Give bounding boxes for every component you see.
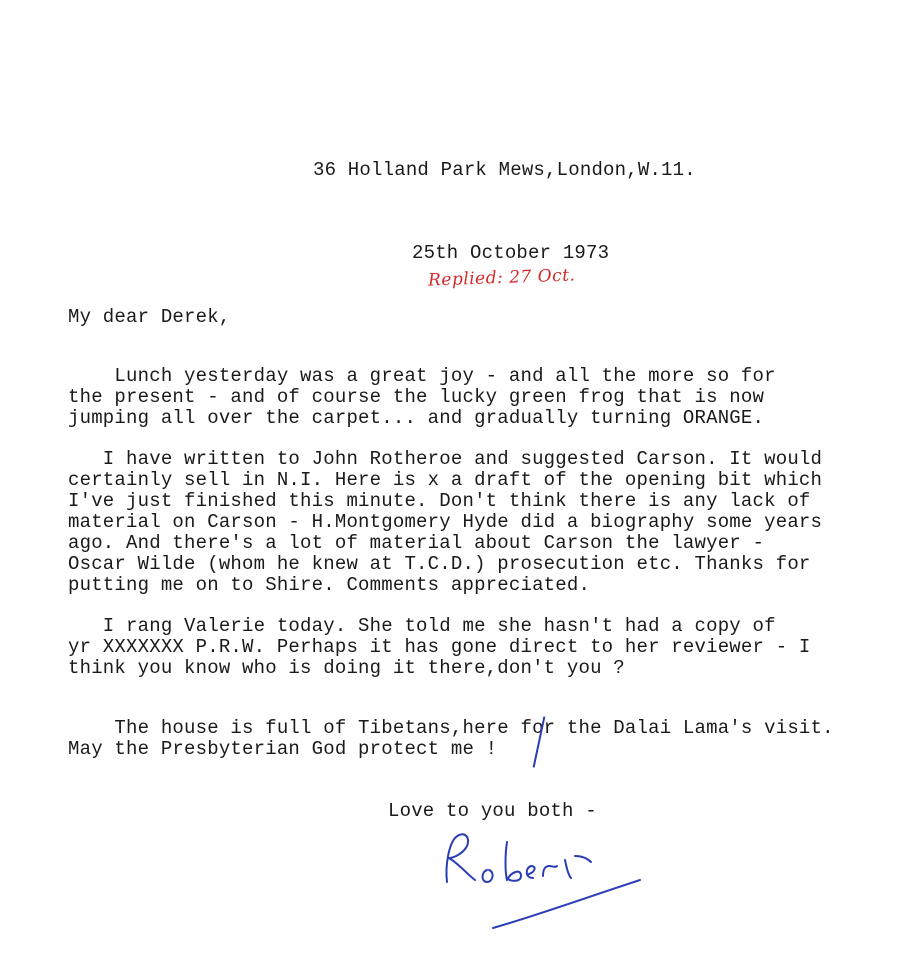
sender-address: 36 Holland Park Mews,London,W.11. xyxy=(313,159,696,181)
paragraph-1-line-3: jumping all over the carpet... and gradually turning ORANGE. xyxy=(68,407,765,429)
paragraph-2-line-3: I've just finished this minute. Don't think there is any lack of xyxy=(68,490,811,512)
replied-annotation: Replied: 27 Oct. xyxy=(427,265,576,291)
paragraph-2-line-2: certainly sell in N.I. Here is x a draft of the opening bit which xyxy=(68,469,823,491)
letter-date: 25th October 1973 xyxy=(412,242,610,264)
paragraph-4-line-2: May the Presbyterian God protect me ! xyxy=(68,738,498,760)
salutation: My dear Derek, xyxy=(68,306,231,328)
paragraph-2-line-6: Oscar Wilde (whom he knew at T.C.D.) prosecution etc. Thanks for xyxy=(68,553,811,575)
paragraph-2-line-7: putting me on to Shire. Comments appreciated. xyxy=(68,574,591,596)
paragraph-2-line-4: material on Carson - H.Montgomery Hyde did a biography some years xyxy=(68,511,823,533)
paragraph-1-line-1: Lunch yesterday was a great joy - and all the more so for xyxy=(68,365,776,387)
paragraph-1-line-2: the present - and of course the lucky green frog that is now xyxy=(68,386,765,408)
paragraph-4-line-1: The house is full of Tibetans,here for the Dalai Lama's visit. xyxy=(68,717,834,739)
paragraph-3-line-3: think you know who is doing it there,don't you ? xyxy=(68,657,625,679)
paragraph-3-line-1: I rang Valerie today. She told me she hasn't had a copy of xyxy=(68,615,776,637)
paragraph-2-line-1: I have written to John Rotheroe and suggested Carson. It would xyxy=(68,448,823,470)
paragraph-3-line-2: yr XXXXXXX P.R.W. Perhaps it has gone direct to her reviewer - I xyxy=(68,636,811,658)
closing-line: Love to you both - xyxy=(388,800,597,822)
paragraph-2-line-5: ago. And there's a lot of material about Carson the lawyer - xyxy=(68,532,765,554)
handwritten-signature xyxy=(425,820,655,935)
